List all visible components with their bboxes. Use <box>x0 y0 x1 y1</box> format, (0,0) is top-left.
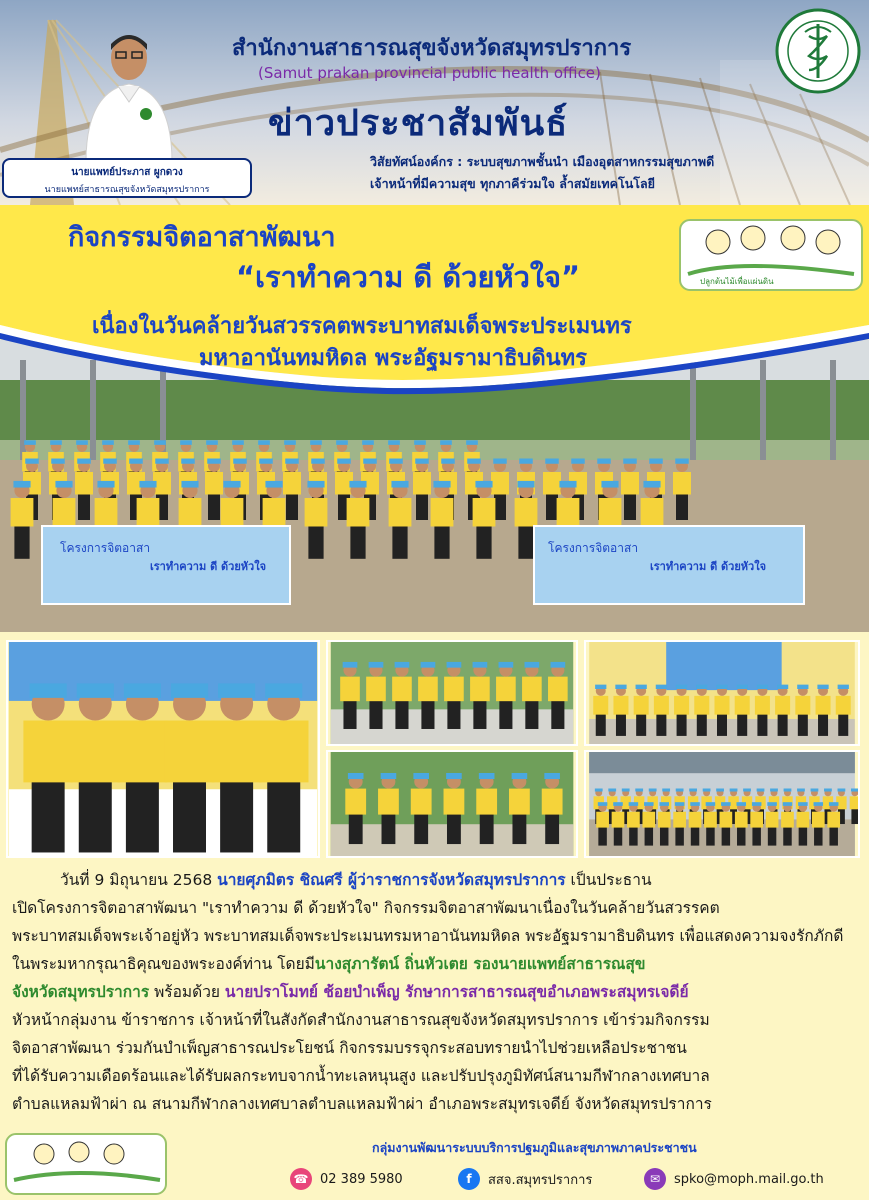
footer-campaign-logo <box>4 1130 174 1198</box>
office-name-english: (Samut prakan provincial public health office) <box>258 64 601 82</box>
banner-right-slogan: เราทำความ ดี ด้วยหัวใจ <box>650 560 767 573</box>
director-name: นายแพทย์ประภาส ผูกดวง <box>71 167 183 178</box>
moph-logo <box>775 8 861 94</box>
campaign-logo-text: ปลูกต้นไม้เพื่อแผ่นดิน <box>700 277 774 286</box>
page-title: ข่าวประชาสัมพันธ์ <box>268 103 569 144</box>
phone-icon: ☎ <box>290 1168 312 1190</box>
office-name-thai: สำนักงานสาธารณสุขจังหวัดสมุทรปราการ <box>232 36 632 61</box>
contact-phone[interactable] <box>290 1168 403 1190</box>
email-icon: ✉ <box>644 1168 666 1190</box>
slogan: “เราทำความ ดี ด้วยหัวใจ” <box>236 260 581 294</box>
body-deputy-province: จังหวัดสมุทรปราการ <box>12 983 150 1001</box>
activity-title: กิจกรรมจิตอาสาพัฒนา <box>68 222 336 253</box>
contact-email[interactable] <box>644 1168 824 1190</box>
body-line-3: พระบาทสมเด็จพระเจ้าอยู่หัว พระบาทสมเด็จพระประเมนทรมหาอานันทมหิดล พระอัฐมรามาธิบดินทร เพื่อแสดงความจงรักภักดี <box>12 927 844 945</box>
occasion-line-2: มหาอานันทมหิดล พระอัฐมรามาธิบดินทร <box>199 346 587 371</box>
body-district-officer: นายปราโมทย์ ช้อยบำเพ็ญ รักษาการสาธารณสุขอำเภอพระสมุทรเจดีย์ <box>224 983 689 1001</box>
vision-line-2: เจ้าหน้าที่มีความสุข ทุกภาคีร่วมใจ ล้ำสมัยเทคโนโลยี <box>370 176 655 191</box>
body-line-7: จิตอาสาพัฒนา ร่วมกันบำเพ็ญสาธารณประโยชน์ กิจกรรมบรรจุกระสอบทรายนำไปช่วยเหลือประชาชน <box>12 1039 687 1057</box>
photo-group-indoor <box>6 640 320 858</box>
facebook-icon: f <box>458 1168 480 1190</box>
body-line-6: หัวหน้ากลุ่มงาน ข้าราชการ เจ้าหน้าที่ในสังกัดสำนักงานสาธารณสุขจังหวัดสมุทรปราการ เข้าร่วมกิจกรรม <box>12 1011 710 1029</box>
body-deputy: นางสุภารัตน์ ถิ่นหัวเตย รองนายแพทย์สาธารณสุข <box>314 955 646 973</box>
banner-right-text: โครงการจิตอาสา <box>548 541 639 555</box>
body-l5-mid: พร้อมด้วย <box>149 983 225 1001</box>
director-portrait <box>78 22 180 162</box>
body-line-1 <box>12 866 860 894</box>
contact-facebook[interactable] <box>458 1168 592 1190</box>
campaign-logo <box>678 218 864 292</box>
photo-field-group <box>326 750 578 858</box>
body-line-4 <box>12 950 860 978</box>
body-line-9: ตำบลแหลมฟ้าผ่า ณ สนามกีฬากลางเทศบาลตำบลแหลมฟ้าผ่า อำเภอพระสมุทรเจดีย์ จังหวัดสมุทรปราการ <box>12 1095 712 1113</box>
body-l4-head: ในพระมหากรุณาธิคุณของพระองค์ท่าน โดยมี <box>12 955 315 973</box>
facebook-page: สสจ.สมุทรปราการ <box>488 1172 593 1188</box>
photo-stage-line <box>584 640 860 746</box>
phone-number: 02 389 5980 <box>320 1171 403 1187</box>
photo-pavilion-crowd <box>584 750 860 858</box>
email-address: spko@moph.mail.go.th <box>674 1171 824 1187</box>
body-date: วันที่ 9 มิถุนายน 2568 <box>60 871 218 889</box>
body-governor: นายศุภมิตร ชิณศรี ผู้ว่าราชการจังหวัดสมุทรปราการ <box>217 871 566 889</box>
body-line-5 <box>12 978 860 1006</box>
vision-line-1: วิสัยทัศน์องค์กร : ระบบสุขภาพชั้นนำ เมืองอุตสาหกรรมสุขภาพดี <box>370 154 715 169</box>
photo-sandbags <box>326 640 578 746</box>
director-name-box <box>2 158 252 198</box>
header <box>0 0 869 205</box>
occasion-line-1: เนื่องในวันคล้ายวันสวรรคตพระบาทสมเด็จพระประเมนทร <box>92 314 632 339</box>
body-l1-tail: เป็นประธาน <box>565 871 652 889</box>
banner-left-text: โครงการจิตอาสา <box>60 541 151 555</box>
body-line-2: เปิดโครงการจิตอาสาพัฒนา "เราทำความ ดี ด้วยหัวใจ" กิจกรรมจิตอาสาพัฒนาเนื่องในวันคล้ายวันสวรรคต <box>12 899 720 917</box>
photo-grid <box>0 632 869 864</box>
director-position: นายแพทย์สาธารณสุขจังหวัดสมุทรปราการ <box>44 185 210 195</box>
banner-left-slogan: เราทำความ ดี ด้วยหัวใจ <box>150 560 267 573</box>
department-name: กลุ่มงานพัฒนาระบบบริการปฐมภูมิและสุขภาพภาคประชาชน <box>372 1140 697 1155</box>
news-body <box>12 866 860 1118</box>
body-line-8: ที่ได้รับความเดือดร้อนและได้รับผลกระทบจากน้ำทะเลหนุนสูง และปรับปรุงภูมิทัศน์สนามกีฬากลางเทศบาล <box>12 1067 710 1085</box>
